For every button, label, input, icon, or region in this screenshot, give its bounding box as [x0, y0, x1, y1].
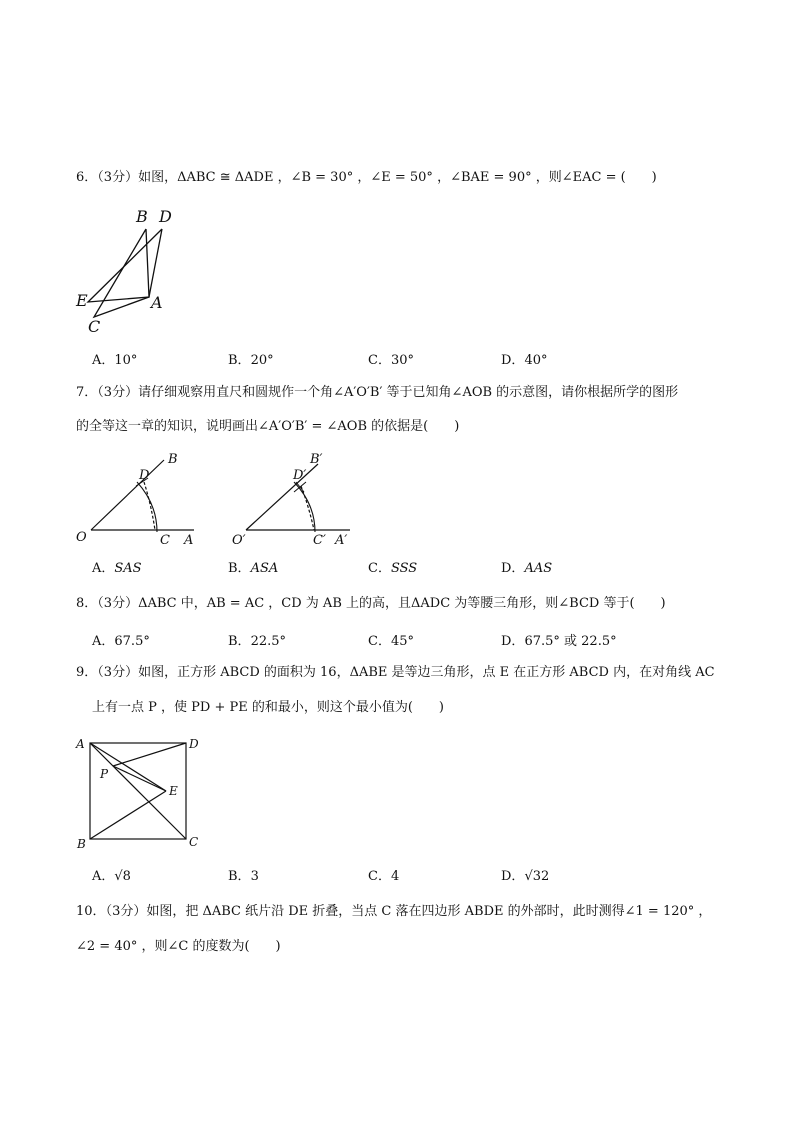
q9-stem: 9．（3分）如图，正方形 ABCD 的面积为 16，ΔABE 是等边三角形，点 E 在正方形 ABCD 内，在对角线 AC: [76, 665, 715, 680]
q7-right-label-d: D′: [293, 468, 307, 483]
q7-left-label-c: C: [160, 533, 170, 548]
q7-figure-left: [76, 452, 206, 547]
q7-stem: 7．（3分）请仔细观察用直尺和圆规作一个角∠A′O′B′ 等于已知角∠AOB 的示意图，请你根据所学的图形: [76, 385, 679, 400]
q10-stem: 10．（3分）如图，把 ΔABC 纸片沿 DE 折叠，当点 C 落在四边形 ABDE 的外部时，此时测得∠1 = 120° ，: [76, 904, 712, 919]
q9-option-c[interactable]: C．4: [368, 869, 400, 884]
q9-label-b: B: [77, 837, 86, 851]
q7-option-d[interactable]: D．AAS: [501, 561, 553, 576]
q7-left-label-b: B: [168, 452, 178, 467]
q9-label-a: A: [76, 737, 85, 751]
q9-option-d[interactable]: D．√32: [501, 869, 550, 884]
q6-option-b[interactable]: B．20°: [228, 353, 274, 368]
q9-option-a[interactable]: A．√8: [92, 869, 131, 884]
q9-label-p: P: [100, 767, 109, 781]
q9-figure: [76, 735, 211, 855]
q7-number: 7: [76, 385, 85, 400]
q8-option-d[interactable]: D．67.5° 或 22.5°: [501, 634, 617, 649]
q10-number: 10: [76, 904, 93, 919]
q9-score: （3分）: [97, 665, 139, 680]
q6-option-a[interactable]: A．10°: [92, 353, 138, 368]
q8-option-b[interactable]: B．22.5°: [228, 634, 287, 649]
q8-score: （3分）: [97, 596, 139, 611]
q8-number: 8: [76, 596, 85, 611]
q7-score: （3分）: [97, 385, 139, 400]
q6-stem: 6．（3分）如图，ΔABC ≅ ΔADE ，∠B = 30° ，∠E = 50° ，∠BAE = 90° ，则∠EAC = ( ): [76, 170, 657, 185]
q7-right-label-b: B′: [310, 452, 323, 467]
q7-option-b[interactable]: B．ASA: [228, 561, 279, 576]
q7-left-label-a: A: [184, 533, 194, 548]
q7-right-label-c: C′: [313, 533, 326, 548]
q6-label-a: A: [151, 293, 163, 312]
q6-label-d: D: [159, 207, 172, 226]
q6-option-c[interactable]: C．30°: [368, 353, 414, 368]
q6-stem-line-1: 如图，ΔABC ≅ ΔADE ，∠B = 30° ，∠E = 50° ，∠BAE = 90° ，则∠EAC = ( ): [138, 170, 657, 185]
q6-figure: [76, 205, 186, 340]
q7-option-a[interactable]: A．SAS: [92, 561, 142, 576]
q9-number: 9: [76, 665, 85, 680]
q9-option-b[interactable]: B．3: [228, 869, 259, 884]
q8-stem-line-1: ΔABC 中，AB = AC ，CD 为 AB 上的高，且ΔADC 为等腰三角形，则∠BCD 等于( ): [138, 596, 666, 611]
q7-option-c[interactable]: C．SSS: [368, 561, 418, 576]
q9-stem-line-2: 上有一点 P ，使 PD + PE 的和最小，则这个最小值为( ): [92, 700, 444, 715]
q6-option-d[interactable]: D．40°: [501, 353, 548, 368]
q6-label-e: E: [76, 291, 88, 310]
q7-right-label-a: A′: [335, 533, 348, 548]
q7-stem-line-2: 的全等这一章的知识，说明画出∠A′O′B′ = ∠AOB 的依据是( ): [76, 419, 460, 434]
q6-score: （3分）: [97, 170, 139, 185]
q9-stem-line-1: 如图，正方形 ABCD 的面积为 16，ΔABE 是等边三角形，点 E 在正方形 ABCD 内，在对角线 AC: [138, 665, 715, 680]
q8-option-c[interactable]: C．45°: [368, 634, 414, 649]
q9-label-e: E: [169, 784, 178, 798]
q10-score: （3分）: [105, 904, 147, 919]
q6-number: 6: [76, 170, 85, 185]
q7-right-label-o: O′: [232, 533, 246, 548]
q7-left-label-o: O: [76, 530, 87, 545]
q8-stem: 8．（3分）ΔABC 中，AB = AC ，CD 为 AB 上的高，且ΔADC 为等腰三角形，则∠BCD 等于( ): [76, 596, 666, 611]
q6-label-c: C: [88, 317, 101, 336]
q7-left-label-d: D: [139, 468, 150, 483]
q8-option-a[interactable]: A．67.5°: [92, 634, 150, 649]
q10-stem-line-1: 如图，把 ΔABC 纸片沿 DE 折叠，当点 C 落在四边形 ABDE 的外部时，此时测得∠1 = 120° ，: [146, 904, 712, 919]
q7-figure-right: [232, 452, 362, 547]
q7-stem-line-1: 请仔细观察用直尺和圆规作一个角∠A′O′B′ 等于已知角∠AOB 的示意图，请你根据所学的图形: [138, 385, 679, 400]
q9-label-c: C: [189, 835, 199, 849]
q6-label-b: B: [136, 207, 148, 226]
q9-label-d: D: [189, 737, 199, 751]
q10-stem-line-2: ∠2 = 40° ，则∠C 的度数为( ): [76, 939, 281, 954]
